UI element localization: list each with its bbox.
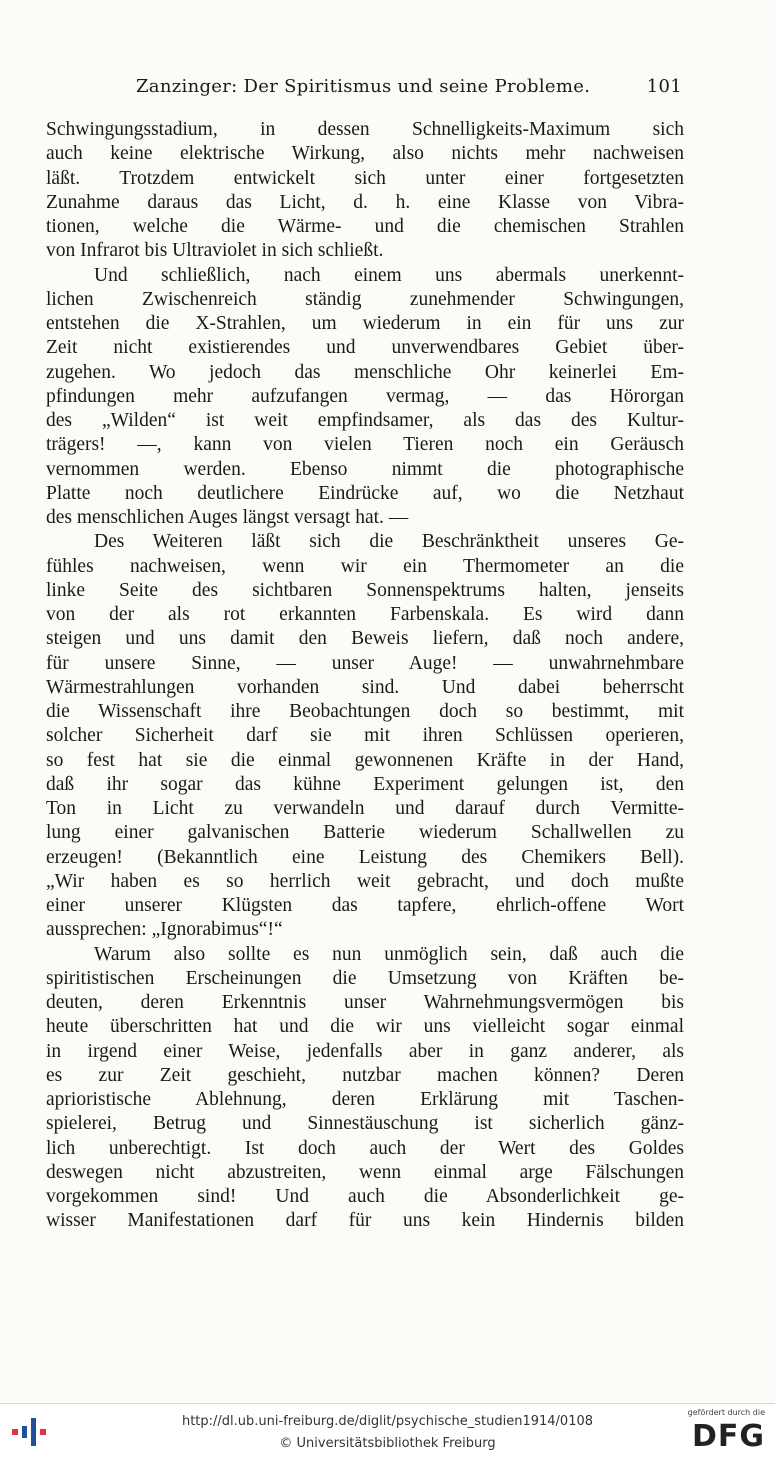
text-line: Des Weiteren läßt sich die Beschränktheit unseres Ge- [94, 531, 684, 553]
text-line: solcher Sicherheit darf sie mit ihren Schlüssen operieren, [46, 725, 684, 747]
text-line: Zunahme daraus das Licht, d. h. eine Klasse von Vibra- [46, 191, 684, 213]
text-line: „Wir haben es so herrlich weit gebracht, und doch mußte [46, 870, 684, 892]
text-line: Schwingungsstadium, in dessen Schnelligkeits-Maximum sich [46, 119, 684, 140]
text-line: deuten, deren Erkenntnis unser Wahrnehmungsvermögen bis [46, 992, 684, 1013]
dfg-mark: DFG [691, 1419, 765, 1454]
text-line: Platte noch deutlichere Eindrücke auf, wo die Netzhaut [46, 482, 684, 504]
text-line: es zur Zeit geschieht, nutzbar machen können? Deren [46, 1064, 684, 1086]
text-line: trägers! —, kann von vielen Tieren noch ein Geräusch [46, 434, 684, 456]
text-line: so fest hat sie die einmal gewonnenen Kräfte in der Hand, [46, 749, 684, 771]
text-line: vorgekommen sind! Und auch die Absonderlichkeit ge- [46, 1186, 684, 1207]
text-line: zugehen. Wo jedoch das menschliche Ohr keinerlei Em- [46, 361, 684, 383]
text-line: lichen Zwischenreich ständig zunehmender Schwingungen, [46, 288, 684, 310]
text-line: des menschlichen Auges längst versagt hat. — [46, 507, 409, 528]
text-line: auch keine elektrische Wirkung, also nichts mehr nachweisen [46, 143, 684, 165]
text-line: heute überschritten hat und die wir uns vielleicht sogar einmal [46, 1016, 684, 1038]
body-text [46, 118, 684, 1234]
dfg-caption: gefördert durch die [687, 1408, 765, 1417]
text-line: erzeugen! (Bekanntlich eine Leistung des Chemikers Bell). [46, 846, 684, 868]
text-line: Wärmestrahlungen vorhanden sind. Und dabei beherrscht [46, 676, 684, 698]
page-number: 101 [646, 76, 682, 97]
text-line: linke Seite des sichtbaren Sonnenspektrums halten, jenseits [46, 579, 684, 601]
text-line: lung einer galvanischen Batterie wiederum Schallwellen zu [46, 822, 684, 844]
permalink-url[interactable]: http://dl.ub.uni-freiburg.de/diglit/psychische_studien1914/0108 [181, 1414, 594, 1429]
running-head [46, 76, 686, 102]
text-line: entstehen die X-Strahlen, um wiederum in ein für uns zur [46, 313, 684, 334]
text-line: wisser Manifestationen darf für uns kein Hindernis bilden [46, 1210, 684, 1232]
text-line: Und schließlich, nach einem uns abermals unerkennt- [94, 264, 684, 286]
text-line: Zeit nicht existierendes und unverwendbares Gebiet über- [46, 337, 684, 359]
text-line: läßt. Trotzdem entwickelt sich unter einer fortgesetzten [46, 167, 684, 189]
text-line: aprioristische Ablehnung, deren Erklärung mit Taschen- [46, 1089, 684, 1110]
text-line: des „Wilden“ ist weit empfindsamer, als das des Kultur- [46, 410, 684, 431]
copyright-notice: © Universitätsbibliothek Freiburg [279, 1436, 496, 1451]
text-line: von Infrarot bis Ultraviolet in sich schließt. [46, 240, 384, 262]
text-line: spielerei, Betrug und Sinnestäuschung ist sicherlich gänz- [46, 1113, 684, 1135]
running-head-title: Zanzinger: Der Spiritismus und seine Probleme. [136, 76, 591, 97]
text-line: Warum also sollte es nun unmöglich sein, daß auch die [94, 943, 684, 965]
text-line: deswegen nicht abzustreiten, wenn einmal arge Fälschungen [46, 1161, 684, 1183]
text-line: steigen und uns damit den Beweis liefern, daß noch andere, [46, 628, 684, 650]
text-line: pfindungen mehr aufzufangen vermag, — das Hörorgan [46, 385, 684, 407]
text-line: in irgend einer Weise, jedenfalls aber in ganz anderer, als [46, 1040, 684, 1062]
text-line: einer unserer Klügsten das tapfere, ehrlich-offene Wort [46, 895, 684, 916]
text-line: aussprechen: „Ignorabimus“!“ [46, 919, 283, 941]
viewer-footer [0, 1403, 775, 1458]
text-line: für unsere Sinne, — unser Auge! — unwahrnehmbare [46, 652, 684, 674]
text-line: die Wissenschaft ihre Beobachtungen doch so bestimmt, mit [46, 701, 684, 722]
text-line: fühles nachweisen, wenn wir ein Thermometer an die [46, 555, 684, 577]
dfg-logo [681, 1408, 765, 1454]
text-line: daß ihr sogar das kühne Experiment gelungen ist, den [46, 773, 684, 795]
text-line: von der als rot erkannten Farbenskala. Es wird dann [46, 604, 684, 625]
text-line: Ton in Licht zu verwandeln und darauf durch Vermitte- [46, 798, 684, 819]
text-line: lich unberechtigt. Ist doch auch der Wert des Goldes [46, 1137, 684, 1159]
text-line: tionen, welche die Wärme- und die chemischen Strahlen [46, 216, 684, 237]
text-line: vernommen werden. Ebenso nimmt die photographische [46, 458, 684, 480]
text-line: spiritistischen Erscheinungen die Umsetzung von Kräften be- [46, 967, 684, 989]
